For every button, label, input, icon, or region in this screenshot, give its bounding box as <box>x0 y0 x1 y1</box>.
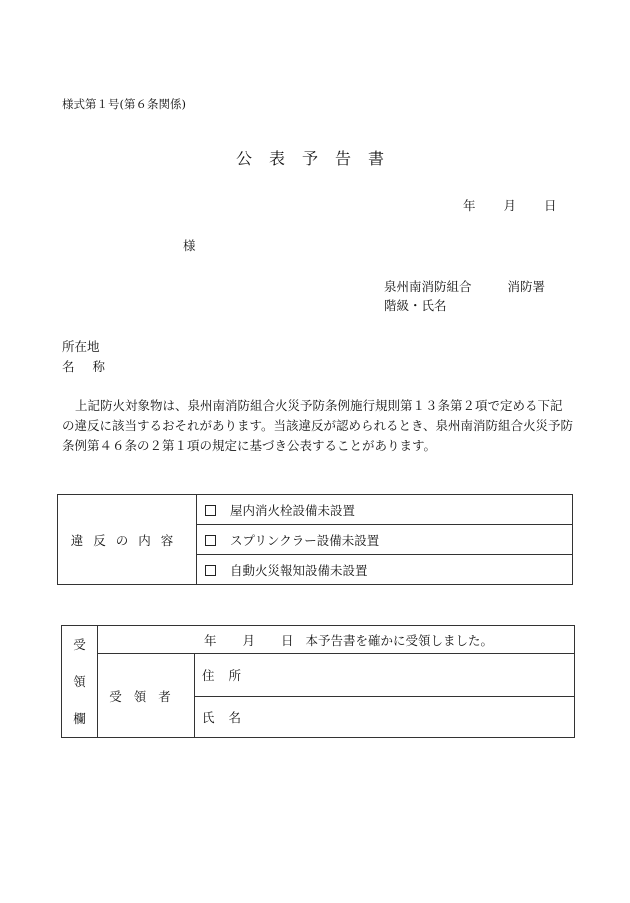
violation-option[interactable] <box>197 495 573 525</box>
receipt-side-char: 受 <box>73 637 86 652</box>
issuer-rank-name: 階級・氏名 <box>384 298 447 313</box>
address-label-char2: 所 <box>228 668 242 683</box>
receipt-month-label: 月 <box>242 632 256 648</box>
checkbox-icon[interactable] <box>205 535 216 546</box>
violation-option[interactable] <box>197 555 573 585</box>
receipt-side-char: 欄 <box>73 711 86 726</box>
issuer-organization <box>384 277 545 295</box>
location-label: 所在地 <box>62 339 100 354</box>
receiver-name-field[interactable] <box>195 697 575 738</box>
receipt-table <box>61 625 575 738</box>
receipt-day-label: 日 <box>281 632 294 648</box>
name-label <box>62 357 105 375</box>
receiver-label: 受領者 <box>98 654 195 738</box>
receiver-name-label-char1: 氏 <box>202 710 215 725</box>
name-label-char1: 名 <box>62 359 75 374</box>
violation-table <box>57 494 573 585</box>
date-year-label: 年 <box>463 198 476 213</box>
date-month-label: 月 <box>503 198 517 213</box>
checkbox-icon[interactable] <box>205 505 216 516</box>
receipt-statement: 本予告書を確かに受領しました。 <box>305 632 494 648</box>
violation-option[interactable] <box>197 525 573 555</box>
issue-date <box>463 196 557 214</box>
violation-option-label: 屋内消火栓設備未設置 <box>230 502 356 518</box>
receipt-side-char: 領 <box>73 674 86 689</box>
notice-body: 上記防火対象物は、泉州南消防組合火災予防条例施行規則第１３条第２項で定める下記の違反に該当するおそれがあります。当該違反が認められるとき、泉州南消防組合火災予防条例第４６条の２第１項の規定に基づき公表することがあります。 <box>62 398 574 453</box>
addressee-suffix: 様 <box>183 238 196 253</box>
address-label-char1: 住 <box>202 668 215 683</box>
form-number: 様式第１号(第６条関係) <box>62 97 186 111</box>
violation-option-label: スプリンクラー設備未設置 <box>230 532 380 548</box>
violation-option-label: 自動火災報知設備未設置 <box>230 562 368 578</box>
issuer-org-name: 泉州南消防組合 <box>384 279 472 294</box>
receipt-date-line <box>98 626 575 654</box>
name-label-char2: 称 <box>92 359 106 374</box>
date-day-label: 日 <box>544 198 557 213</box>
receipt-year-label: 年 <box>204 632 217 648</box>
document-title: 公表予告書 <box>236 149 402 168</box>
receipt-side-label <box>62 626 98 738</box>
receiver-address-field[interactable] <box>195 654 575 697</box>
receiver-name-label-char2: 名 <box>228 710 242 725</box>
issuer-station: 消防署 <box>507 279 546 294</box>
checkbox-icon[interactable] <box>205 565 216 576</box>
violation-header: 違反の内容 <box>58 495 197 585</box>
